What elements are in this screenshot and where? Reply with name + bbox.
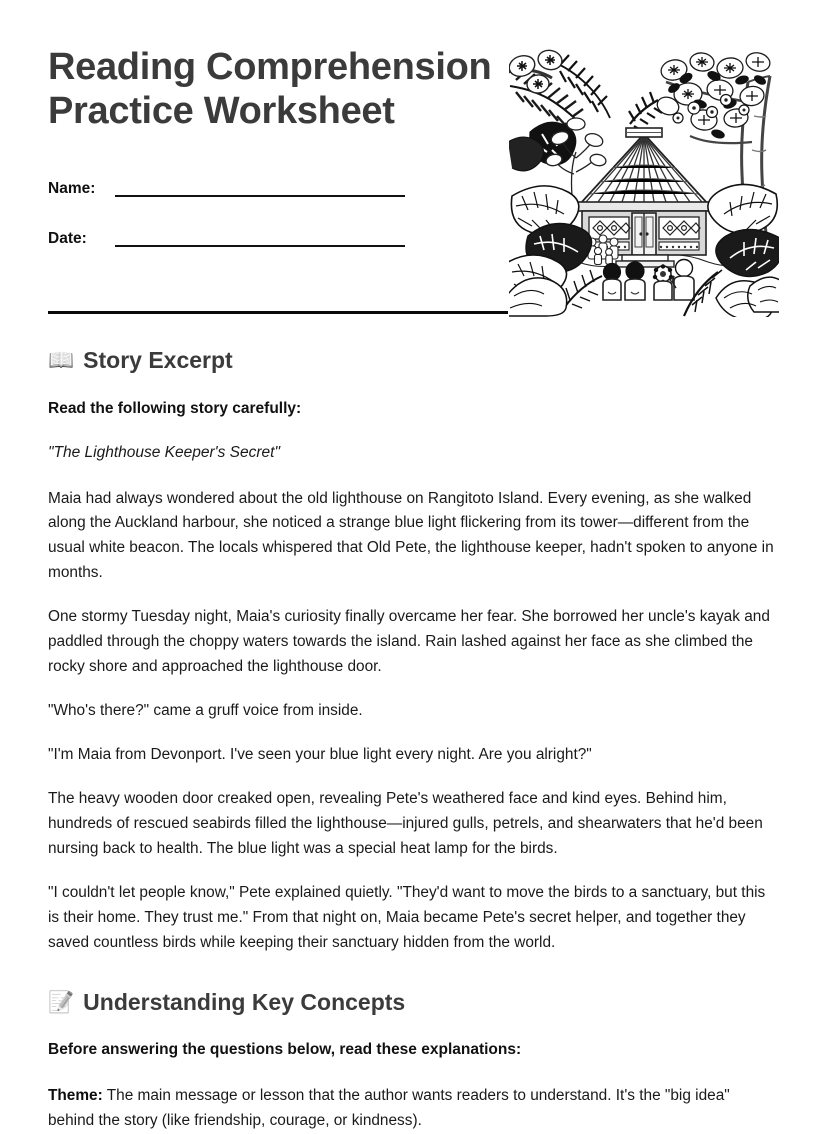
story-paragraph: "I couldn't let people know," Pete explained quietly. "They'd want to move the birds to a sanctuary, but this is their home. They trust me." From that night on, Maia became Pete's secret helper, and together they saved countless birds while keeping their sanctuary hidden from the world. <box>48 883 766 951</box>
story-paragraph: Maia had always wondered about the old lighthouse on Rangitoto Island. Every evening, as she walked along the Auckland harbour, she noticed a strange blue light flickering from its tower—different from the usual white beacon. The locals whispered that Old Pete, the lighthouse keeper, hadn't spoken to anyone in months. <box>48 489 774 582</box>
story-paragraph: One stormy Tuesday night, Maia's curiosity finally overcame her fear. She borrowed her uncle's kayak and paddled through the choppy waters towards the island. Rain lashed against her face as she climbed the rocky shore and approached the lighthouse door. <box>48 608 770 676</box>
date-input-line[interactable] <box>115 245 405 247</box>
story-instruction: Read the following story carefully: <box>48 399 302 417</box>
section-heading-label: Story Excerpt <box>83 347 233 373</box>
definition-term: Theme: <box>48 1086 103 1104</box>
definition-text: The main message or lesson that the author wants readers to understand. It's the "big idea" behind the story (like friendship, courage, or kindness). <box>48 1086 730 1129</box>
story-paragraph: The heavy wooden door creaked open, revealing Pete's weathered face and kind eyes. Behind him, hundreds of rescued seabirds filled the lighthouse—injured gulls, petrels, and shearwaters that he'd been nursing back to health. The blue light was a special heat lamp for the birds. <box>48 790 763 858</box>
date-field-row <box>48 221 500 249</box>
header-illustration <box>508 46 780 318</box>
header-left-column <box>48 46 500 271</box>
section-heading-story-excerpt <box>48 347 780 375</box>
story-paragraph: "I'm Maia from Devonport. I've seen your blue light every night. Are you alright?" <box>48 746 592 764</box>
memo-pencil-icon: 📝 <box>48 991 75 1015</box>
fale-scene-drawing <box>508 46 780 318</box>
section-heading-key-concepts <box>48 989 780 1017</box>
page-title: Reading Comprehension Practice Worksheet <box>48 46 492 132</box>
worksheet-content <box>0 347 828 1134</box>
worksheet-header <box>0 0 828 292</box>
date-field-label: Date: <box>48 229 87 247</box>
name-field-row <box>48 171 500 199</box>
story-title: "The Lighthouse Keeper's Secret" <box>48 444 280 462</box>
story-paragraph: "Who's there?" came a gruff voice from inside. <box>48 702 363 720</box>
section-heading-label: Understanding Key Concepts <box>83 988 406 1015</box>
name-input-line[interactable] <box>115 195 405 197</box>
definition-item <box>48 1084 780 1134</box>
concepts-instruction: Before answering the questions below, read these explanations: <box>48 1041 522 1059</box>
name-field-label: Name: <box>48 179 96 197</box>
open-book-icon: 📖 <box>48 349 75 373</box>
